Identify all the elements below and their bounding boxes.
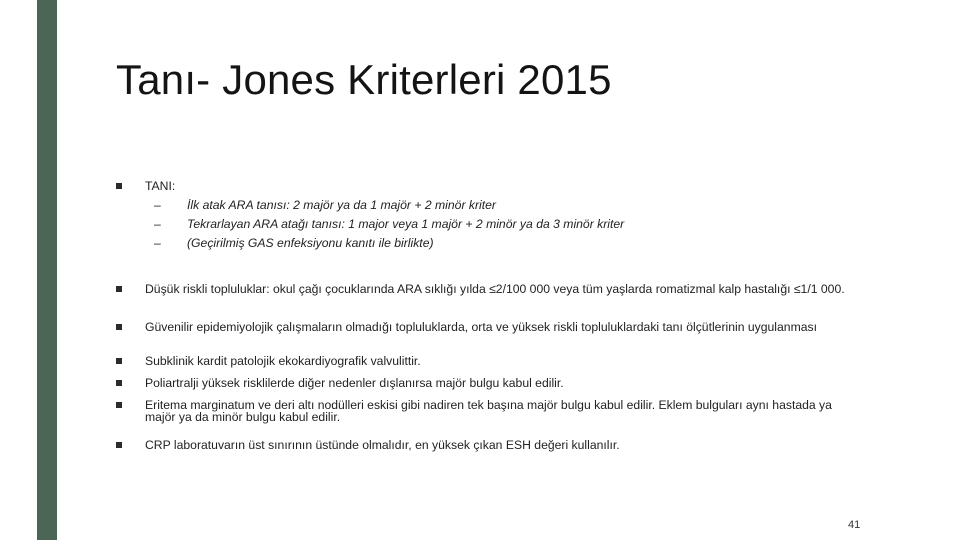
tani-sublist <box>145 196 856 253</box>
bullet-text: Eritema marginatum ve deri altı nodülleri eskisi gibi nadiren tek başına majör bulgu kabul edilir. Eklem bulguları aynı hastada ya majör ya da minör bulgu kabul edilir. <box>145 398 832 424</box>
square-bullet-icon <box>116 380 122 386</box>
bullet-crp <box>116 439 856 451</box>
bullet-erythema-marginatum <box>116 399 856 423</box>
slide-title: Tanı- Jones Kriterleri 2015 <box>116 56 612 103</box>
dash-icon: – <box>154 217 161 231</box>
bullet-polyarthralgia <box>116 377 856 389</box>
sub-item-gas-evidence <box>144 234 856 253</box>
bullet-text: Subklinik kardit patolojik ekokardiyografik valvulittir. <box>145 354 421 368</box>
bullet-low-risk <box>116 283 856 295</box>
square-bullet-icon <box>116 402 122 408</box>
bullet-text: Düşük riskli topluluklar: okul çağı çocuklarında ARA sıklığı yılda ≤2/100 000 veya tüm yaşlarda romatizmal kalp hastalığı ≤1/1 000. <box>145 282 845 296</box>
sub-item-first-attack <box>144 196 856 215</box>
square-bullet-icon <box>116 286 122 292</box>
bullet-text: Poliartralji yüksek risklilerde diğer nedenler dışlanırsa majör bulgu kabul edilir. <box>145 376 564 390</box>
sub-item-text: İlk atak ARA tanısı: 2 majör ya da 1 majör + 2 minör kriter <box>187 198 496 212</box>
square-bullet-icon <box>116 324 122 330</box>
bullet-text: TANI: <box>145 179 176 193</box>
bullet-text: Güvenilir epidemiyolojik çalışmaların olmadığı topluluklarda, orta ve yüksek riskli topluluklardaki tanı ölçütlerinin uygulanması <box>145 320 817 334</box>
square-bullet-icon <box>116 358 122 364</box>
dash-icon: – <box>154 236 161 250</box>
bullet-text: CRP laboratuvarın üst sınırının üstünde olmalıdır, en yüksek çıkan ESH değeri kullanılır. <box>145 438 620 452</box>
bullet-list <box>116 180 856 451</box>
bullet-subclinical-carditis <box>116 355 856 367</box>
side-accent-bar <box>37 0 57 540</box>
square-bullet-icon <box>116 183 122 189</box>
sub-item-recurrent-attack <box>144 215 856 234</box>
sub-item-text: (Geçirilmiş GAS enfeksiyonu kanıtı ile birlikte) <box>187 236 434 250</box>
bullet-tani <box>116 180 856 253</box>
dash-icon: – <box>154 198 161 212</box>
square-bullet-icon <box>116 442 122 448</box>
page-number: 41 <box>848 519 861 531</box>
bullet-epidemiology <box>116 321 856 333</box>
sub-item-text: Tekrarlayan ARA atağı tanısı: 1 major veya 1 majör + 2 minör ya da 3 minör kriter <box>187 217 625 231</box>
